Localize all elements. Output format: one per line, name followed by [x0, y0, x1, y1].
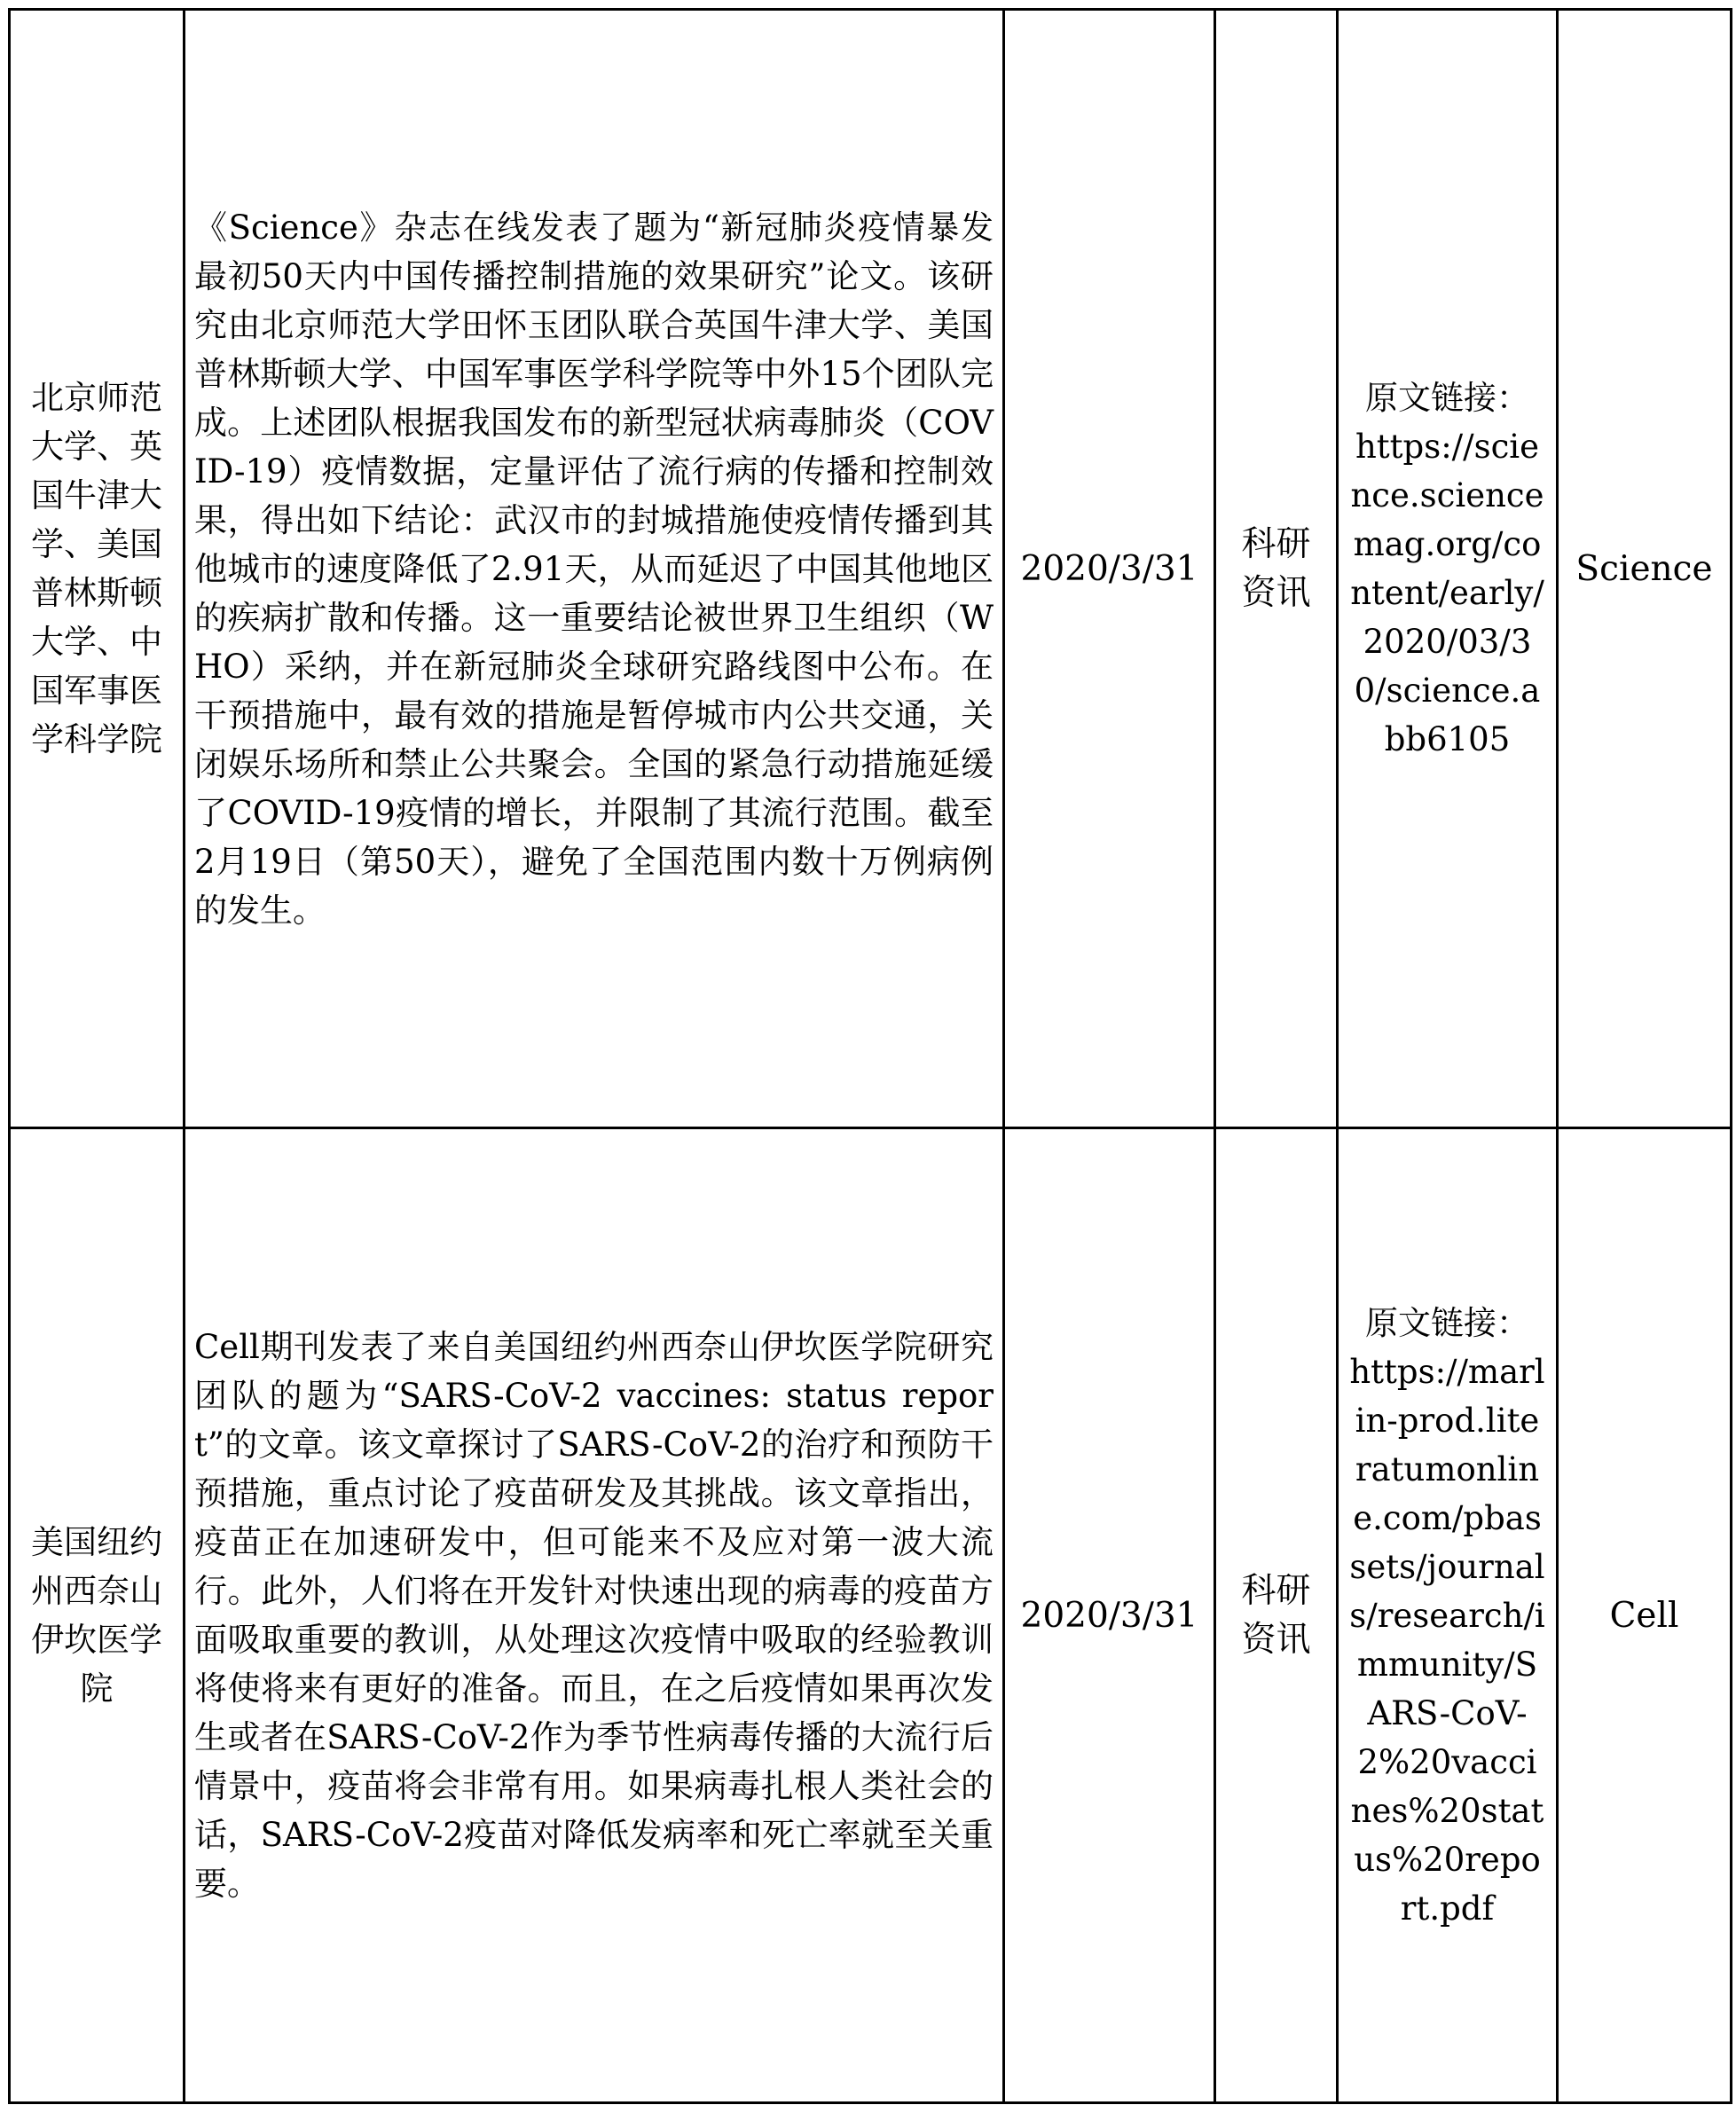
institution-cell: [10, 1128, 185, 2103]
date-text: 2020/3/31: [1020, 548, 1198, 589]
summary-text: Cell期刊发表了来自美国纽约州西奈山伊坎医学院研究团队的题为“SARS-CoV-2 vaccines: status report”的文章。该文章探讨了SARS-CoV-2的治疗和预防干预措施，重点讨论了疫苗研发及其挑战。该文章指出，疫苗正在加速研发中，但可能来不及应对第一波大流行。此外，人们将在开发针对快速出现的病毒的疫苗方面吸取重要的教训，从处理这次疫情中吸取的经验教训将使将来有更好的准备。而且，在之后疫情如果再次发生或者在SARS-CoV-2作为季节性病毒传播的大流行后情景中，疫苗将会非常有用。如果病毒扎根人类社会的话，SARS-CoV-2疫苗对降低发病率和死亡率就至关重要。: [194, 1328, 994, 1903]
journal-cell: [1558, 10, 1732, 1128]
link-label: 原文链接：: [1365, 379, 1529, 417]
journal-text: Science: [1575, 548, 1713, 589]
news-table: [8, 8, 1732, 2104]
category-text: 科研资讯: [1241, 524, 1311, 613]
journal-text: Cell: [1609, 1595, 1679, 1636]
link-label: 原文链接：: [1365, 1303, 1529, 1342]
summary-text: 《Science》杂志在线发表了题为“新冠肺炎疫情暴发最初50天内中国传播控制措施的效果研究”论文。该研究由北京师范大学田怀玉团队联合英国牛津大学、美国普林斯顿大学、中国军事医学科学院等中外15个团队完成。上述团队根据我国发布的新型冠状病毒肺炎（COVID-19）疫情数据，定量评估了流行病的传播和控制效果，得出如下结论：武汉市的封城措施使疫情传播到其他城市的速度降低了2.91天，从而延迟了中国其他地区的疾病扩散和传播。这一重要结论被世界卫生组织（WHO）采纳，并在新冠肺炎全球研究路线图中公布。在干预措施中，最有效的措施是暂停城市内公共交通，关闭娱乐场所和禁止公共聚会。全国的紧急行动措施延缓了COVID-19疫情的增长，并限制了其流行范围。截至2月19日（第50天），避免了全国范围内数十万例病例的发生。: [194, 208, 994, 930]
summary-cell: [185, 1128, 1004, 2103]
category-cell: [1215, 1128, 1338, 2103]
category-cell: [1215, 10, 1338, 1128]
institution-text: 北京师范大学、英国牛津大学、美国普林斯顿大学、中国军事医学科学院: [31, 379, 162, 758]
link-cell: [1338, 1128, 1558, 2103]
source-link[interactable]: https://science.sciencemag.org/content/early/2020/03/30/science.abb6105: [1350, 428, 1544, 758]
institution-text: 美国纽约州西奈山伊坎医学院: [31, 1523, 162, 1708]
institution-cell: [10, 10, 185, 1128]
link-cell: [1338, 10, 1558, 1128]
category-text: 科研资讯: [1241, 1571, 1311, 1660]
date-cell: [1004, 1128, 1215, 2103]
source-link[interactable]: https://marlin-prod.literatumonline.com/pbassets/journals/research/immunity/SARS-CoV-2%20vaccines%20status%20report.pdf: [1349, 1352, 1545, 1928]
date-text: 2020/3/31: [1020, 1595, 1198, 1636]
table-row: [10, 1128, 1732, 2103]
table-row: [10, 10, 1732, 1128]
date-cell: [1004, 10, 1215, 1128]
journal-cell: [1558, 1128, 1732, 2103]
summary-cell: [185, 10, 1004, 1128]
